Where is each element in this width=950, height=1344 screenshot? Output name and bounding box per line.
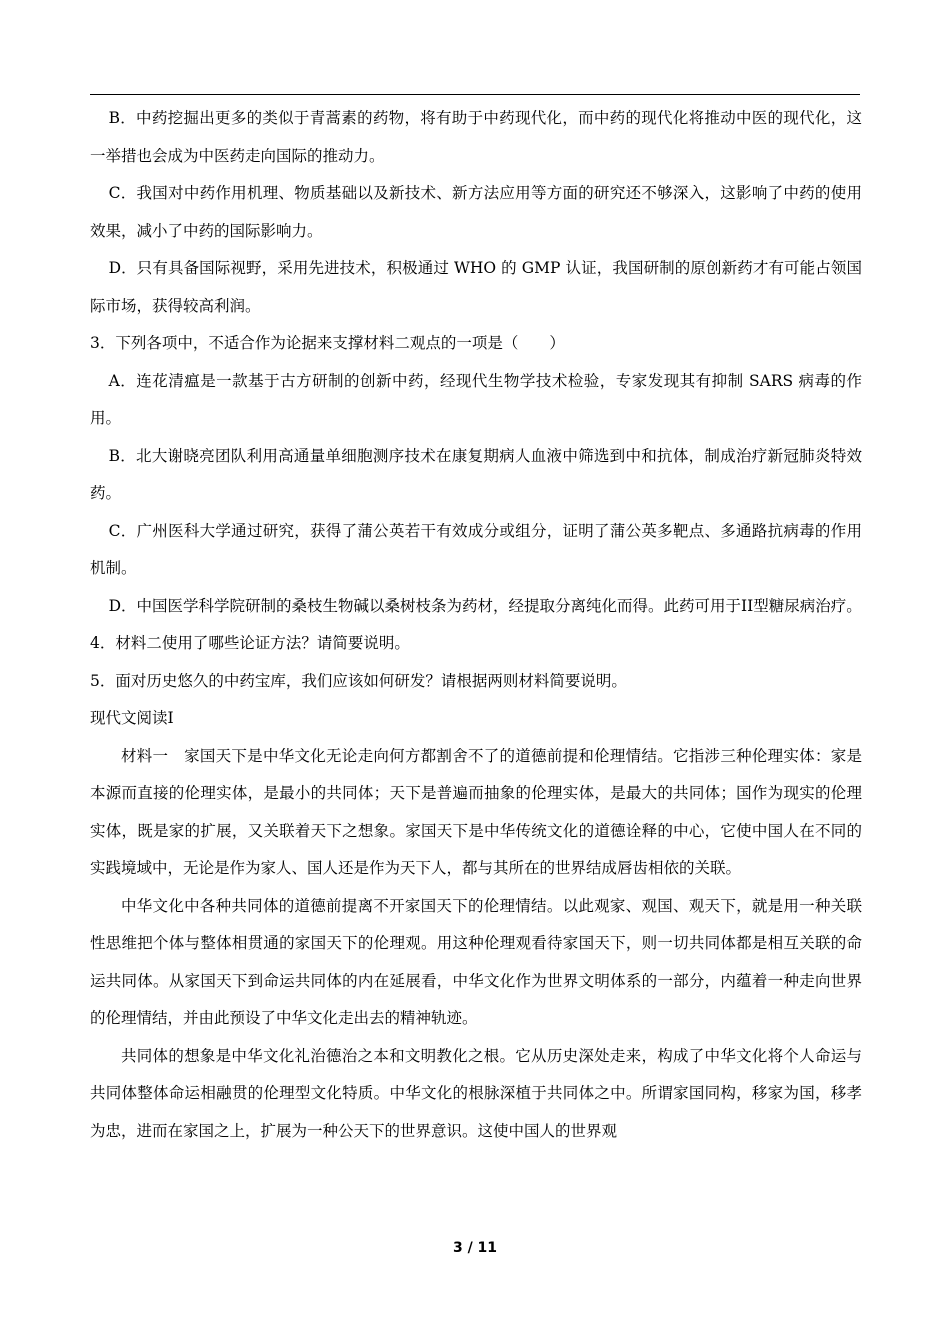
option-a-q3: A．连花清瘟是一款基于古方研制的创新中药，经现代生物学技术检验，专家发现其有抑制 SARS 病毒的作用。	[90, 371, 862, 427]
material-1-paragraph-1: 材料一 家国天下是中华文化无论走向何方都割舍不了的道德前提和伦理情结。它指涉三种伦理实体：家是本源而直接的伦理实体，是最小的共同体；天下是普遍而抽象的伦理实体，是最大的共同体；国作为现实的伦理实体，既是家的扩展，又关联着天下之想象。家国天下是中华传统文化的道德诠释的中心，它使中国人在不同的实践境域中，无论是作为家人、国人还是作为天下人，都与其所在的世界结成唇齿相依的关联。	[90, 746, 862, 877]
page-number: 3 / 11	[452, 1240, 498, 1256]
option-c-q3: C．广州医科大学通过研究，获得了蒲公英若干有效成分或组分，证明了蒲公英多靶点、多通路抗病毒的作用机制。	[90, 521, 862, 577]
material-1-paragraph-3: 共同体的想象是中华文化礼治德治之本和文明教化之根。它从历史深处走来，构成了中华文化将个人命运与共同体整体命运相融贯的伦理型文化特质。中华文化的根脉深植于共同体之中。所谓家国同构，移家为国，移孝为忠，进而在家国之上，扩展为一种公天下的世界意识。这使中国人的世界观	[90, 1046, 862, 1140]
option-c-q2: C．我国对中药作用机理、物质基础以及新技术、新方法应用等方面的研究还不够深入，这影响了中药的使用效果，减小了中药的国际影响力。	[90, 184, 862, 240]
option-b-q2: B．中药挖掘出更多的类似于青蒿素的药物，将有助于中药现代化，而中药的现代化将推动中医的现代化，这一举措也会成为中医药走向国际的推动力。	[90, 109, 862, 165]
option-b-q3: B．北大谢晓亮团队利用高通量单细胞测序技术在康复期病人血液中筛选到中和抗体，制成治疗新冠肺炎特效药。	[90, 446, 862, 502]
document-body	[90, 100, 862, 1150]
header-rule	[90, 94, 860, 95]
option-d-q3: D．中国医学科学院研制的桑枝生物碱以桑树枝条为药材，经提取分离纯化而得。此药可用于II型糖尿病治疗。	[108, 596, 862, 615]
question-4: 4．材料二使用了哪些论证方法？请简要说明。	[90, 634, 410, 652]
question-5: 5．面对历史悠久的中药宝库，我们应该如何研发？请根据两则材料简要说明。	[90, 671, 627, 690]
question-3: 3．下列各项中，不适合作为论据来支撑材料二观点的一项是（ ）	[90, 334, 565, 352]
section-heading: 现代文阅读I	[90, 709, 174, 727]
material-1-paragraph-2: 中华文化中各种共同体的道德前提离不开家国天下的伦理情结。以此观家、观国、观天下，就是用一种关联性思维把个体与整体相贯通的家国天下的伦理观。用这种伦理观看待家国天下，则一切共同体都是相互关联的命运共同体。从家国天下到命运共同体的内在延展看，中华文化作为世界文明体系的一部分，内蕴着一种走向世界的伦理情结，并由此预设了中华文化走出去的精神轨迹。	[90, 896, 862, 1027]
option-d-q2: D．只有具备国际视野，采用先进技术，积极通过 WHO 的 GMP 认证，我国研制的原创新药才有可能占领国际市场，获得较高利润。	[90, 259, 862, 315]
